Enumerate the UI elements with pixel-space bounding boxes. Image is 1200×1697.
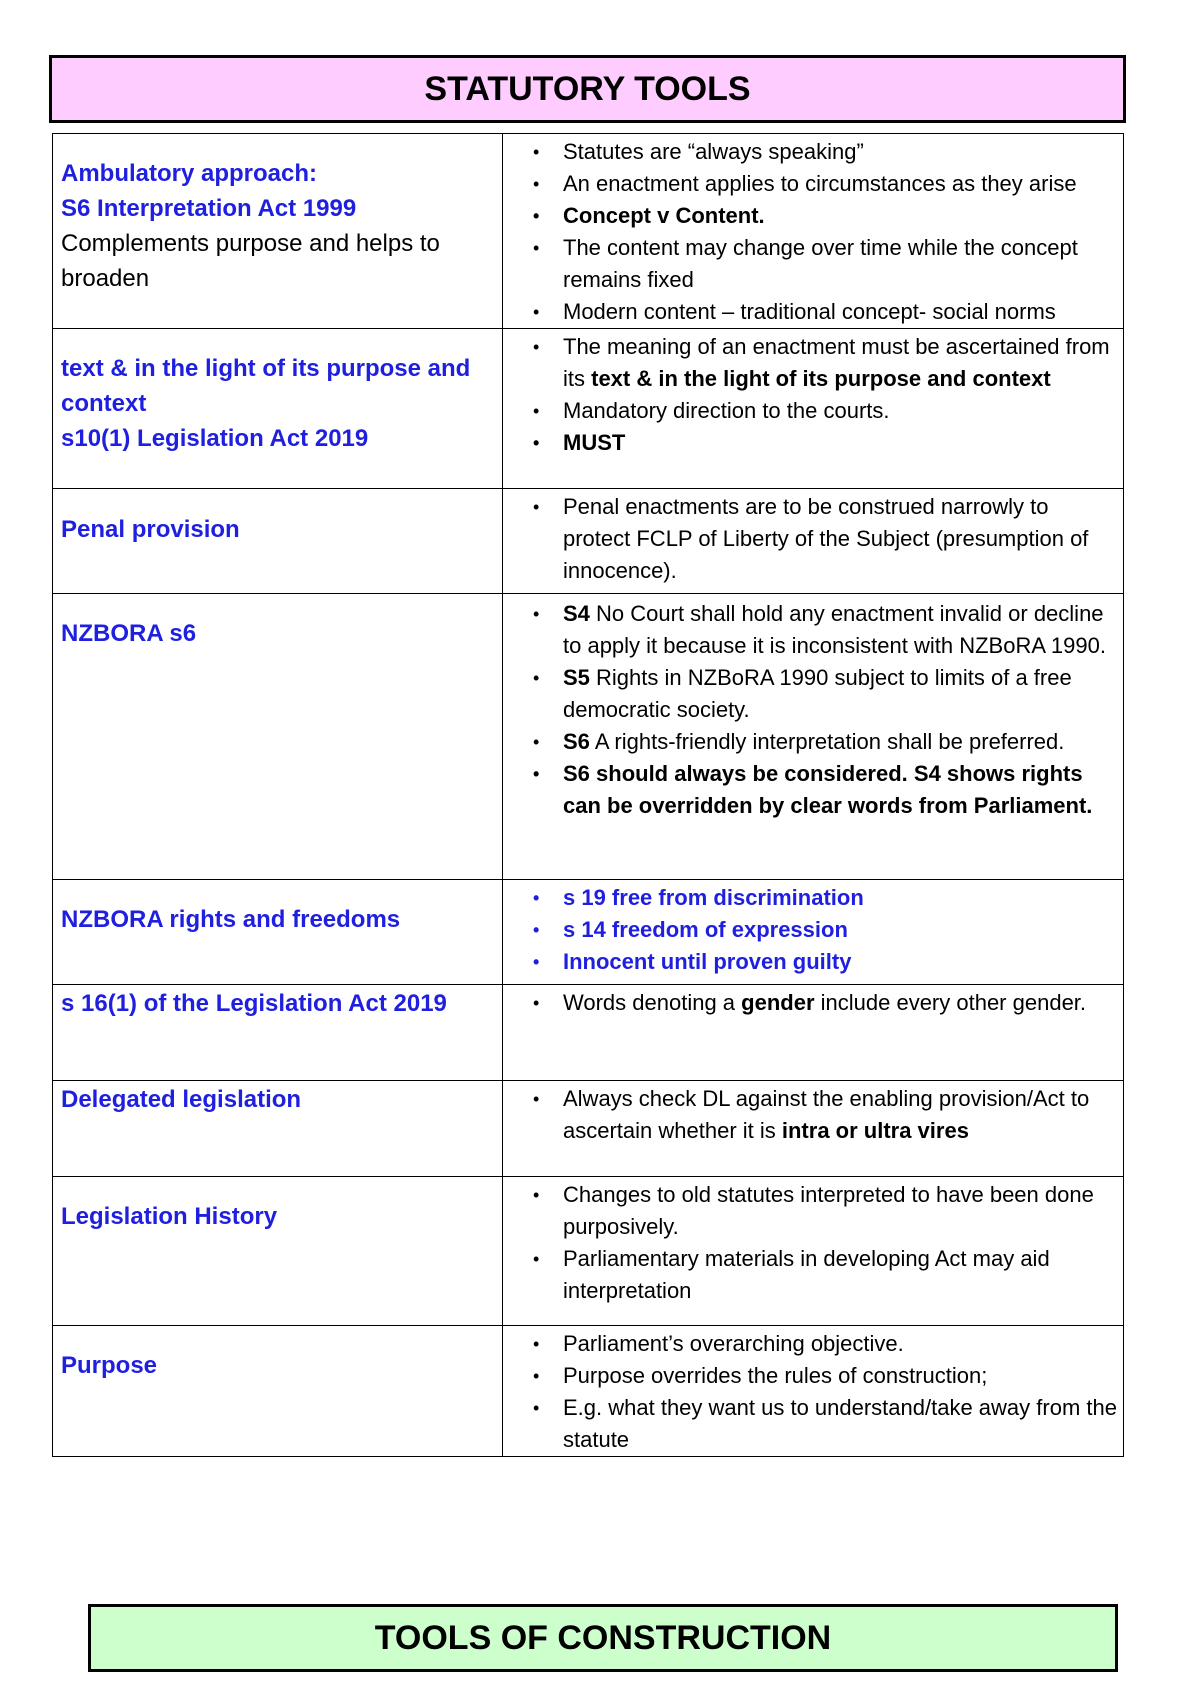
list-item: • Mandatory direction to the courts. <box>503 395 1117 427</box>
tool-name-cell <box>53 134 503 329</box>
item-text: A rights-friendly interpretation shall be preferred. <box>589 729 1065 754</box>
list-item: • Concept v Content. <box>503 200 1117 232</box>
tool-name: Penal provision <box>61 516 240 543</box>
table-row <box>53 880 1124 985</box>
statutory-tools-heading: STATUTORY TOOLS <box>49 55 1126 123</box>
list-item: • An enactment applies to circumstances as they arise <box>503 168 1117 200</box>
tool-detail-cell <box>503 489 1124 594</box>
item-bold-text: text & in the light of its purpose and context <box>591 366 1051 391</box>
item-bold-text: intra or ultra vires <box>781 1118 969 1143</box>
table-row <box>53 1177 1124 1326</box>
table-row <box>53 134 1124 329</box>
list-item: • S6 should always be considered. S4 shows rights can be overridden by clear words from Parliament. <box>503 758 1117 822</box>
tool-name-cell <box>53 1081 503 1177</box>
list-item: • Statutes are “always speaking” <box>503 136 1117 168</box>
tool-detail-cell <box>503 329 1124 489</box>
item-bold-text: S4 <box>563 601 590 626</box>
tool-name-cell <box>53 1177 503 1326</box>
list-item <box>503 1083 1117 1147</box>
bullet-list <box>503 598 1117 822</box>
tool-name-cell <box>53 985 503 1081</box>
tool-name-cell <box>53 594 503 880</box>
tool-name-cell <box>53 1326 503 1457</box>
item-text: The meaning of an enactment must be ascertained from its <box>563 334 1110 391</box>
item-text: No Court shall hold any enactment invalid or decline to apply it because it is inconsistent with NZBoRA 1990. <box>563 601 1106 658</box>
list-item: • Changes to old statutes interpreted to have been done purposively. <box>503 1179 1117 1243</box>
bullet-list <box>503 987 1117 1019</box>
list-item: • Purpose overrides the rules of construction; <box>503 1360 1117 1392</box>
list-item: • Modern content – traditional concept- social norms <box>503 296 1117 328</box>
tool-name: s 16(1) of the Legislation Act 2019 <box>61 990 447 1017</box>
list-item <box>503 598 1117 662</box>
list-item <box>503 987 1117 1019</box>
table-row <box>53 985 1124 1081</box>
tool-name-cell <box>53 489 503 594</box>
tool-name-cell <box>53 329 503 489</box>
tools-of-construction-heading: TOOLS OF CONSTRUCTION <box>88 1604 1118 1672</box>
list-item: • s 19 free from discrimination <box>503 882 1117 914</box>
tool-name: NZBORA rights and freedoms <box>61 906 401 933</box>
bullet-list <box>503 136 1117 328</box>
list-item: • s 14 freedom of expression <box>503 914 1117 946</box>
table-row <box>53 1326 1124 1457</box>
tool-detail-cell <box>503 1326 1124 1457</box>
bullet-list <box>503 1328 1117 1456</box>
list-item <box>503 662 1117 726</box>
item-text: Rights in NZBoRA 1990 subject to limits of a free democratic society. <box>563 665 1072 722</box>
tool-name: Purpose <box>61 1352 158 1379</box>
tool-name: NZBORA s6 <box>61 620 197 647</box>
item-bold-text: gender <box>741 990 815 1015</box>
tool-note: Complements purpose and helps to broaden <box>61 230 440 292</box>
table-row <box>53 489 1124 594</box>
tool-detail-cell <box>503 1177 1124 1326</box>
bullet-list <box>503 331 1117 459</box>
tool-name: text & in the light of its purpose and context <box>61 355 471 417</box>
list-item: • Parliament’s overarching objective. <box>503 1328 1117 1360</box>
bullet-list <box>503 1083 1117 1147</box>
item-bold-text: S6 <box>563 729 590 754</box>
item-text: Always check DL against the enabling provision/Act to ascertain whether it is <box>563 1086 1090 1143</box>
tool-detail-cell <box>503 1081 1124 1177</box>
list-item: • The content may change over time while the concept remains fixed <box>503 232 1117 296</box>
item-bold-text: S5 <box>563 665 590 690</box>
tool-detail-cell <box>503 594 1124 880</box>
statutory-tools-table <box>52 133 1124 1457</box>
tool-detail-cell <box>503 985 1124 1081</box>
tool-name-cell <box>53 880 503 985</box>
tool-detail-cell <box>503 880 1124 985</box>
tool-name: Legislation History <box>61 1203 278 1230</box>
list-item: • MUST <box>503 427 1117 459</box>
tool-source: S6 Interpretation Act 1999 <box>61 195 357 222</box>
item-text: include every other gender. <box>814 990 1087 1015</box>
list-item: • E.g. what they want us to understand/take away from the statute <box>503 1392 1117 1456</box>
table-row <box>53 594 1124 880</box>
list-item: • Parliamentary materials in developing Act may aid interpretation <box>503 1243 1117 1307</box>
bullet-list <box>503 1179 1117 1307</box>
table-row <box>53 1081 1124 1177</box>
bullet-list <box>503 491 1117 587</box>
list-item <box>503 331 1117 395</box>
tool-source: s10(1) Legislation Act 2019 <box>61 425 369 452</box>
tool-name: Ambulatory approach: <box>61 160 318 187</box>
table-row <box>53 329 1124 489</box>
tool-name: Delegated legislation <box>61 1086 302 1113</box>
list-item <box>503 726 1117 758</box>
list-item: • Penal enactments are to be construed narrowly to protect FCLP of Liberty of the Subject (presumption of innocence). <box>503 491 1117 587</box>
item-text: Words denoting a <box>563 990 742 1015</box>
tool-detail-cell <box>503 134 1124 329</box>
list-item: • Innocent until proven guilty <box>503 946 1117 978</box>
bullet-list <box>503 882 1117 978</box>
